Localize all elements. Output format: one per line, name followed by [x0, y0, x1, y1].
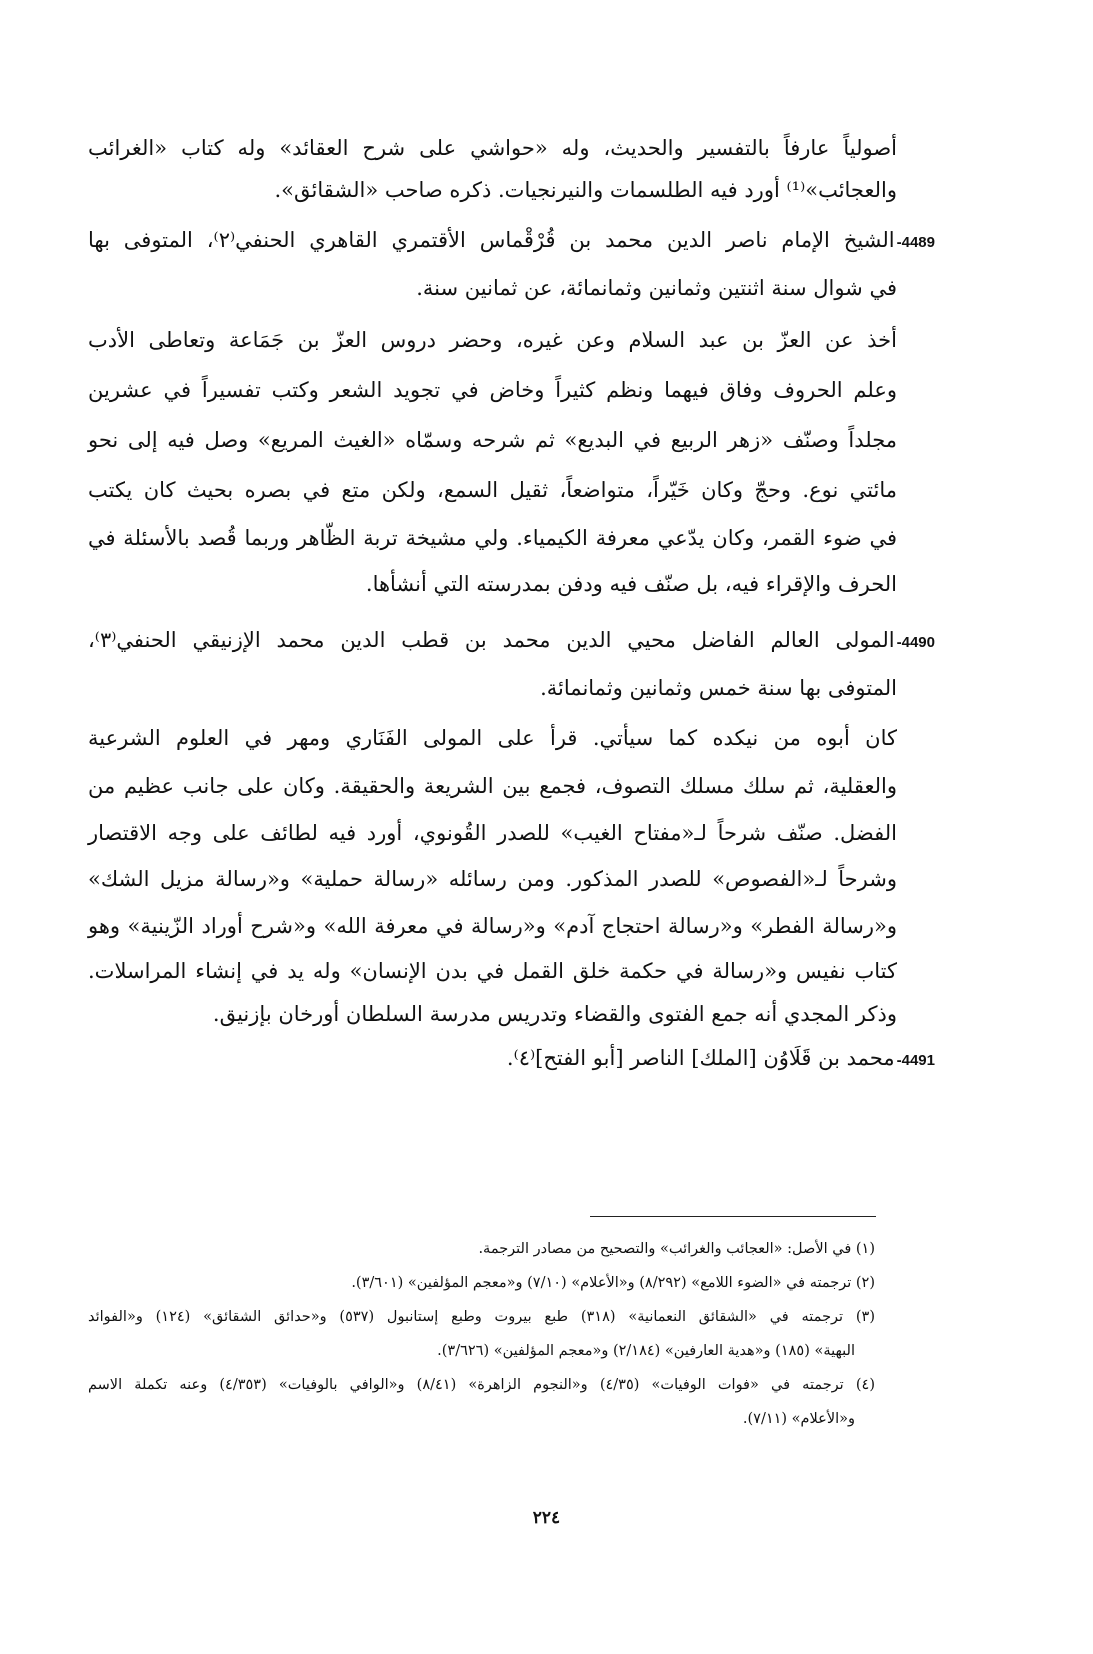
entry-number: 4489-: [896, 234, 935, 251]
footnote: (٢) ترجمته في «الضوء اللامع» (٨/٢٩٢) و«الأعلام» (٧/١٠) و«معجم المؤلفين» (٣/٦٠١).: [351, 1275, 875, 1291]
entry-heading-text: الشيخ الإمام ناصر الدين محمد بن قُرْقْماس الأقتمري القاهري الحنفي⁽٢⁾، المتوفى بها: [88, 228, 895, 252]
footnote: (١) في الأصل: «العجائب والغرائب» والتصحيح من مصادر الترجمة.: [478, 1241, 875, 1257]
text-line: والعقلية، ثم سلك مسلك التصوف، فجمع بين الشريعة والحقيقة. وكان على جانب عظيم من: [88, 774, 897, 798]
text-line: الحرف والإقراء فيه، بل صنّف فيه ودفن بمدرسته التي أنشأها.: [365, 572, 897, 596]
text-line: كتاب نفيس و«رسالة في حكمة خلق القمل في بدن الإنسان» وله يد في إنشاء المراسلات.: [88, 959, 897, 983]
page-number: ٢٢٤: [532, 1508, 561, 1528]
entry-number: 4491-: [896, 1052, 935, 1069]
text-line: أخذ عن العزّ بن عبد السلام وعن غيره، وحضر دروس العزّ بن جَمَاعة وتعاطى الأدب: [88, 328, 897, 352]
text-line: في شوال سنة اثنتين وثمانين وثمانمائة، عن ثمانين سنة.: [416, 276, 897, 300]
text-line: مائتي نوع. وحجّ وكان خَيّراً، متواضعاً، ثقيل السمع، ولكن متع في بصره بحيث كان يكتب: [88, 478, 897, 502]
footnote-continuation: و«الأعلام» (٧/١١).: [742, 1411, 855, 1427]
footnote-continuation: البهية» (١٨٥) و«هدية العارفين» (٢/١٨٤) و«معجم المؤلفين» (٣/٦٢٦).: [437, 1343, 855, 1359]
text-line: والعجائب»⁽¹⁾ أورد فيه الطلسمات والنيرنجيات. ذكره صاحب «الشقائق».: [274, 178, 897, 202]
entry-heading-text: المولى العالم الفاضل محيي الدين محمد بن قطب الدين محمد الإزنيقي الحنفي⁽٣⁾،: [88, 628, 895, 652]
text-line: أصولياً عارفاً بالتفسير والحديث، وله «حواشي على شرح العقائد» وله كتاب «الغرائب: [88, 136, 897, 160]
text-line: وذكر المجدي أنه جمع الفتوى والقضاء وتدريس مدرسة السلطان أورخان بإزنيق.: [212, 1002, 897, 1026]
text-line: و«رسالة الفطر» و«رسالة احتجاج آدم» و«رسالة في معرفة الله» و«شرح أوراد الزّينية» وهو: [88, 914, 897, 938]
entry-heading-4490: [88, 628, 935, 652]
text-line: الفضل. صنّف شرحاً لـ«مفتاح الغيب» للصدر القُونوي، أورد فيه لطائف على وجه الاقتصار: [88, 821, 897, 845]
footnote: (٤) ترجمته في «فوات الوفيات» (٤/٣٥) و«النجوم الزاهرة» (٨/٤١) و«الوافي بالوفيات» (٤/٣٥٣) وعنه تكملة الاسم: [88, 1377, 875, 1393]
text-line: وعلم الحروف وفاق فيهما ونظم كثيراً وخاض في تجويد الشعر وكتب تفسيراً في عشرين: [88, 378, 897, 402]
entry-heading-text: محمد بن قَلَاوُن [الملك] الناصر [أبو الفتح]⁽٤⁾.: [506, 1046, 895, 1070]
text-line: وشرحاً لـ«الفصوص» للصدر المذكور. ومن رسائله «رسالة حملية» و«رسالة مزيل الشك»: [88, 867, 897, 891]
footnote: (٣) ترجمته في «الشقائق النعمانية» (٣١٨) طبع بيروت وطبع إستانبول (٥٣٧) و«حدائق الشقائق» (١٢٤) و«الفوائد: [88, 1309, 875, 1325]
text-line: المتوفى بها سنة خمس وثمانين وثمانمائة.: [540, 676, 897, 700]
text-line: كان أبوه من نيكده كما سيأتي. قرأ على المولى الفَنَاري ومهر في العلوم الشرعية: [88, 726, 897, 750]
text-line: في ضوء القمر، وكان يدّعي معرفة الكيمياء. ولي مشيخة تربة الظّاهر وربما قُصد بالأسئلة في: [88, 526, 897, 550]
text-line: مجلداً وصنّف «زهر الربيع في البديع» ثم شرحه وسمّاه «الغيث المريع» وصل فيه إلى نحو: [88, 428, 897, 452]
entry-heading-4489: [88, 228, 935, 252]
footnote-separator: [590, 1216, 876, 1217]
entry-number: 4490-: [896, 634, 935, 651]
entry-heading-4491: [88, 1046, 935, 1070]
